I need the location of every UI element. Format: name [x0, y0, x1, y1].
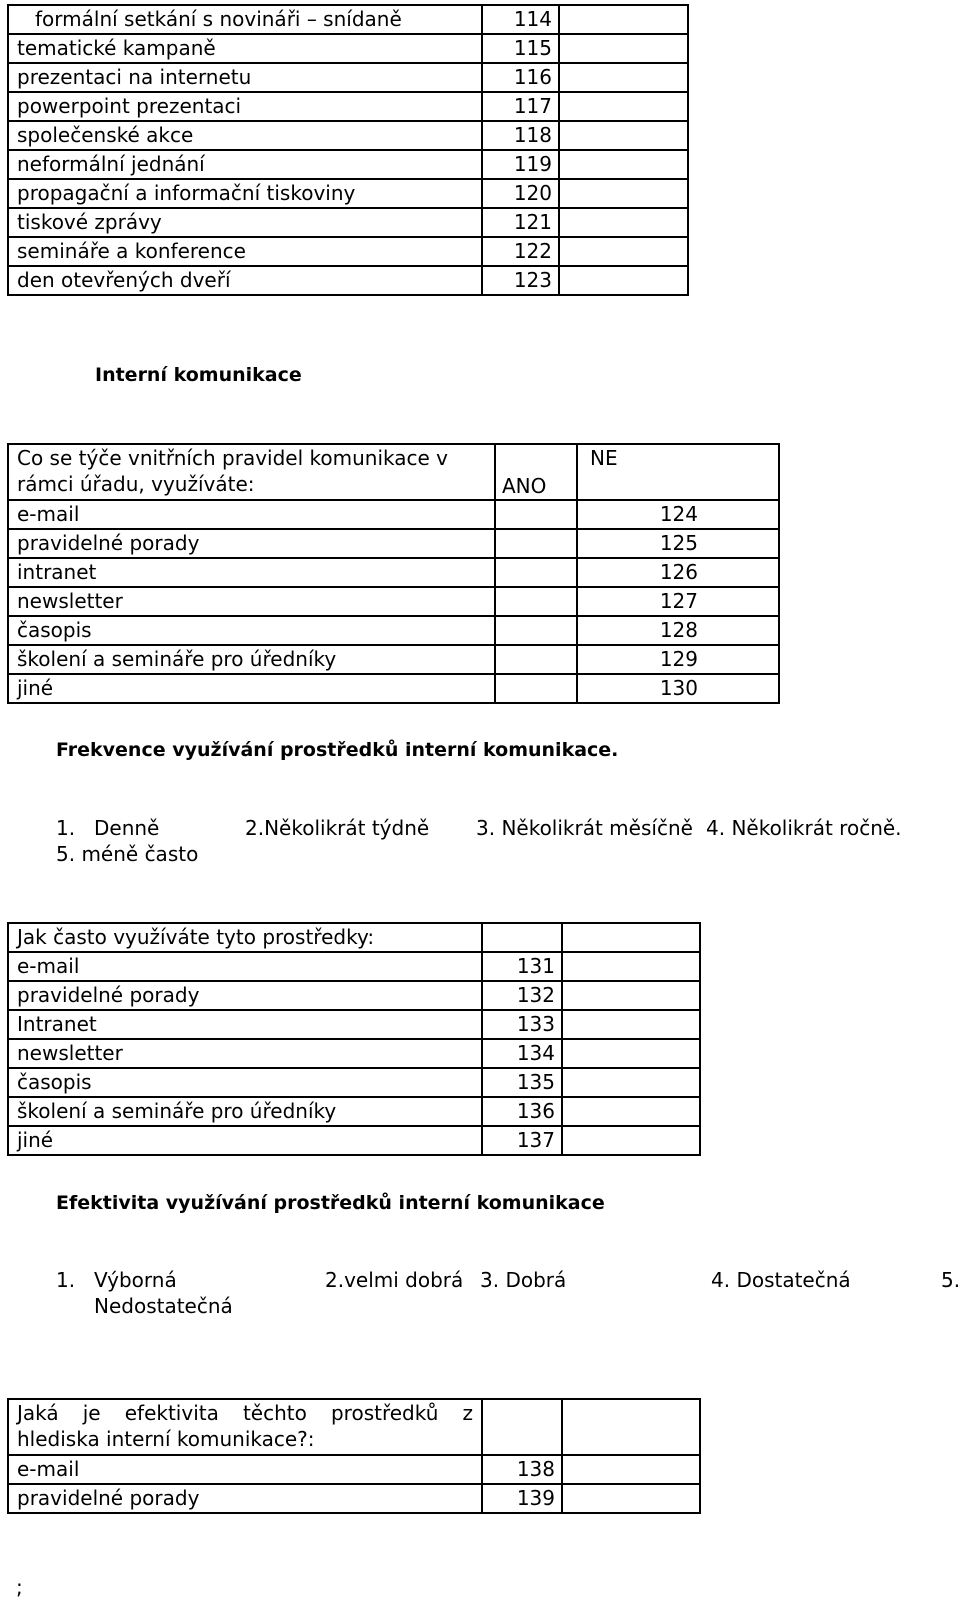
yes-answer-cell[interactable]: [495, 529, 577, 558]
row-label: jiné: [8, 674, 495, 703]
row-label: pravidelné porady: [8, 981, 482, 1010]
table-row: [8, 1484, 700, 1513]
row-label: pravidelné porady: [8, 529, 495, 558]
row-label: pravidelné porady: [8, 1484, 482, 1513]
table-row: [8, 952, 700, 981]
row-code: 139: [482, 1484, 562, 1513]
row-label: společenské akce: [8, 121, 482, 150]
question-cell: [8, 1399, 482, 1455]
question-cell: [8, 444, 495, 500]
effectivity-option-1: Výborná: [94, 1268, 177, 1292]
row-label: propagační a informační tiskoviny: [8, 179, 482, 208]
effectivity-option-3: 3. Dobrá: [480, 1268, 567, 1292]
table-row: [8, 981, 700, 1010]
frequency-option-1: Denně: [94, 816, 160, 840]
row-code: 125: [577, 529, 779, 558]
row-code: 120: [482, 179, 559, 208]
footer-mark: ;: [16, 1575, 23, 1599]
table-row: [8, 266, 688, 295]
table-row: [8, 616, 779, 645]
row-code: 138: [482, 1455, 562, 1484]
row-code: 117: [482, 92, 559, 121]
row-label: prezentaci na internetu: [8, 63, 482, 92]
header-empty-cell: [482, 1399, 562, 1455]
row-code: 134: [482, 1039, 562, 1068]
table-row: [8, 529, 779, 558]
section-heading-frequency: Frekvence využívání prostředků interní komunikace.: [56, 739, 619, 761]
question-word: z: [462, 1401, 473, 1425]
question-line-1: [17, 1400, 473, 1426]
yes-answer-cell[interactable]: [495, 500, 577, 529]
row-code: 121: [482, 208, 559, 237]
table-header-row: [8, 923, 700, 952]
table-row: [8, 5, 688, 34]
table-row: [8, 34, 688, 63]
row-label: školení a semináře pro úředníky: [8, 645, 495, 674]
frequency-option-3: 3. Několikrát měsíčně: [476, 816, 693, 840]
row-label: newsletter: [8, 587, 495, 616]
answer-cell[interactable]: [559, 92, 688, 121]
table-row: [8, 63, 688, 92]
table-row: [8, 179, 688, 208]
row-code: 115: [482, 34, 559, 63]
row-label: jiné: [8, 1126, 482, 1155]
question-line-1: Co se týče vnitřních pravidel komunikace v: [17, 446, 448, 470]
row-label: e-mail: [8, 1455, 482, 1484]
row-label: časopis: [8, 1068, 482, 1097]
question-word: prostředků: [330, 1401, 439, 1425]
effectivity-option-4: 4. Dostatečná: [711, 1268, 851, 1292]
row-label: intranet: [8, 558, 495, 587]
frequency-option-1-number: 1.: [56, 816, 76, 840]
row-code: 136: [482, 1097, 562, 1126]
row-code: 128: [577, 616, 779, 645]
row-code: 131: [482, 952, 562, 981]
row-label: formální setkání s novináři – snídaně: [8, 5, 482, 34]
yes-answer-cell[interactable]: [495, 587, 577, 616]
effectivity-option-1-number: 1.: [56, 1268, 76, 1292]
header-empty-cell: [562, 1399, 700, 1455]
row-code: 114: [482, 5, 559, 34]
header-empty-cell: [482, 923, 562, 952]
row-code: 132: [482, 981, 562, 1010]
yes-answer-cell[interactable]: [495, 616, 577, 645]
table-row: [8, 208, 688, 237]
effectivity-table: [7, 1398, 701, 1514]
answer-cell[interactable]: [562, 1010, 700, 1039]
answer-cell[interactable]: [559, 5, 688, 34]
row-label: školení a semináře pro úředníky: [8, 1097, 482, 1126]
row-code: 116: [482, 63, 559, 92]
answer-cell[interactable]: [559, 34, 688, 63]
frequency-option-2: 2.Několikrát týdně: [245, 816, 430, 840]
answer-cell[interactable]: [562, 1097, 700, 1126]
answer-cell[interactable]: [562, 1126, 700, 1155]
answer-cell[interactable]: [562, 1068, 700, 1097]
answer-cell[interactable]: [559, 208, 688, 237]
row-code: 135: [482, 1068, 562, 1097]
table-row: [8, 1068, 700, 1097]
yes-answer-cell[interactable]: [495, 674, 577, 703]
row-label: e-mail: [8, 952, 482, 981]
table-row: [8, 1010, 700, 1039]
table-row: [8, 237, 688, 266]
table-header-row: [8, 444, 779, 500]
answer-cell[interactable]: [562, 1455, 700, 1484]
section-heading-internal-communication: Interní komunikace: [95, 364, 302, 386]
table-row: [8, 121, 688, 150]
row-label: neformální jednání: [8, 150, 482, 179]
answer-cell[interactable]: [559, 121, 688, 150]
row-code: 118: [482, 121, 559, 150]
answer-cell[interactable]: [562, 1039, 700, 1068]
frequency-option-4: 4. Několikrát ročně.: [706, 816, 902, 840]
row-code: 127: [577, 587, 779, 616]
row-label: semináře a konference: [8, 237, 482, 266]
row-code: 124: [577, 500, 779, 529]
answer-cell[interactable]: [559, 266, 688, 295]
question-word: Jaká: [17, 1401, 59, 1425]
section-heading-effectivity: Efektivita využívání prostředků interní komunikace: [56, 1192, 605, 1214]
answer-cell[interactable]: [559, 237, 688, 266]
row-code: 130: [577, 674, 779, 703]
table-row: [8, 1039, 700, 1068]
question-line-2: hlediska interní komunikace?:: [17, 1427, 315, 1451]
row-label: newsletter: [8, 1039, 482, 1068]
table-row: [8, 92, 688, 121]
yes-answer-cell[interactable]: [495, 558, 577, 587]
row-label: e-mail: [8, 500, 495, 529]
effectivity-option-5-number: 5.: [941, 1268, 960, 1292]
row-label: Intranet: [8, 1010, 482, 1039]
row-label: tiskové zprávy: [8, 208, 482, 237]
question-word: těchto: [242, 1401, 307, 1425]
header-empty-cell: [562, 923, 700, 952]
row-code: 123: [482, 266, 559, 295]
question-word: je: [82, 1401, 101, 1425]
row-code: 133: [482, 1010, 562, 1039]
answer-cell[interactable]: [559, 150, 688, 179]
answer-cell[interactable]: [562, 1484, 700, 1513]
effectivity-option-2: 2.velmi dobrá: [325, 1268, 464, 1292]
frequency-table: [7, 922, 701, 1156]
table-row: [8, 1455, 700, 1484]
table-row: [8, 674, 779, 703]
row-code: 126: [577, 558, 779, 587]
frequency-option-5: 5. méně často: [56, 842, 199, 866]
answer-cell[interactable]: [562, 981, 700, 1010]
row-code: 129: [577, 645, 779, 674]
row-label: tematické kampaně: [8, 34, 482, 63]
no-column-header: NE: [577, 444, 779, 500]
question-cell: Jak často využíváte tyto prostředky:: [8, 923, 482, 952]
internal-rules-table: [7, 443, 780, 704]
table-row: [8, 1097, 700, 1126]
media-activities-table: [7, 4, 689, 296]
table-row: [8, 150, 688, 179]
row-code: 122: [482, 237, 559, 266]
question-line-2: rámci úřadu, využíváte:: [17, 472, 255, 496]
table-row: [8, 500, 779, 529]
effectivity-option-5: Nedostatečná: [94, 1294, 233, 1318]
table-row: [8, 587, 779, 616]
row-label: časopis: [8, 616, 495, 645]
table-row: [8, 1126, 700, 1155]
answer-cell[interactable]: [562, 952, 700, 981]
row-label: den otevřených dveří: [8, 266, 482, 295]
row-label: powerpoint prezentaci: [8, 92, 482, 121]
answer-cell[interactable]: [559, 179, 688, 208]
table-header-row: [8, 1399, 700, 1455]
row-code: 137: [482, 1126, 562, 1155]
yes-answer-cell[interactable]: [495, 645, 577, 674]
table-row: [8, 645, 779, 674]
question-word: efektivita: [124, 1401, 219, 1425]
table-row: [8, 558, 779, 587]
yes-column-header: ANO: [495, 444, 577, 500]
row-code: 119: [482, 150, 559, 179]
answer-cell[interactable]: [559, 63, 688, 92]
